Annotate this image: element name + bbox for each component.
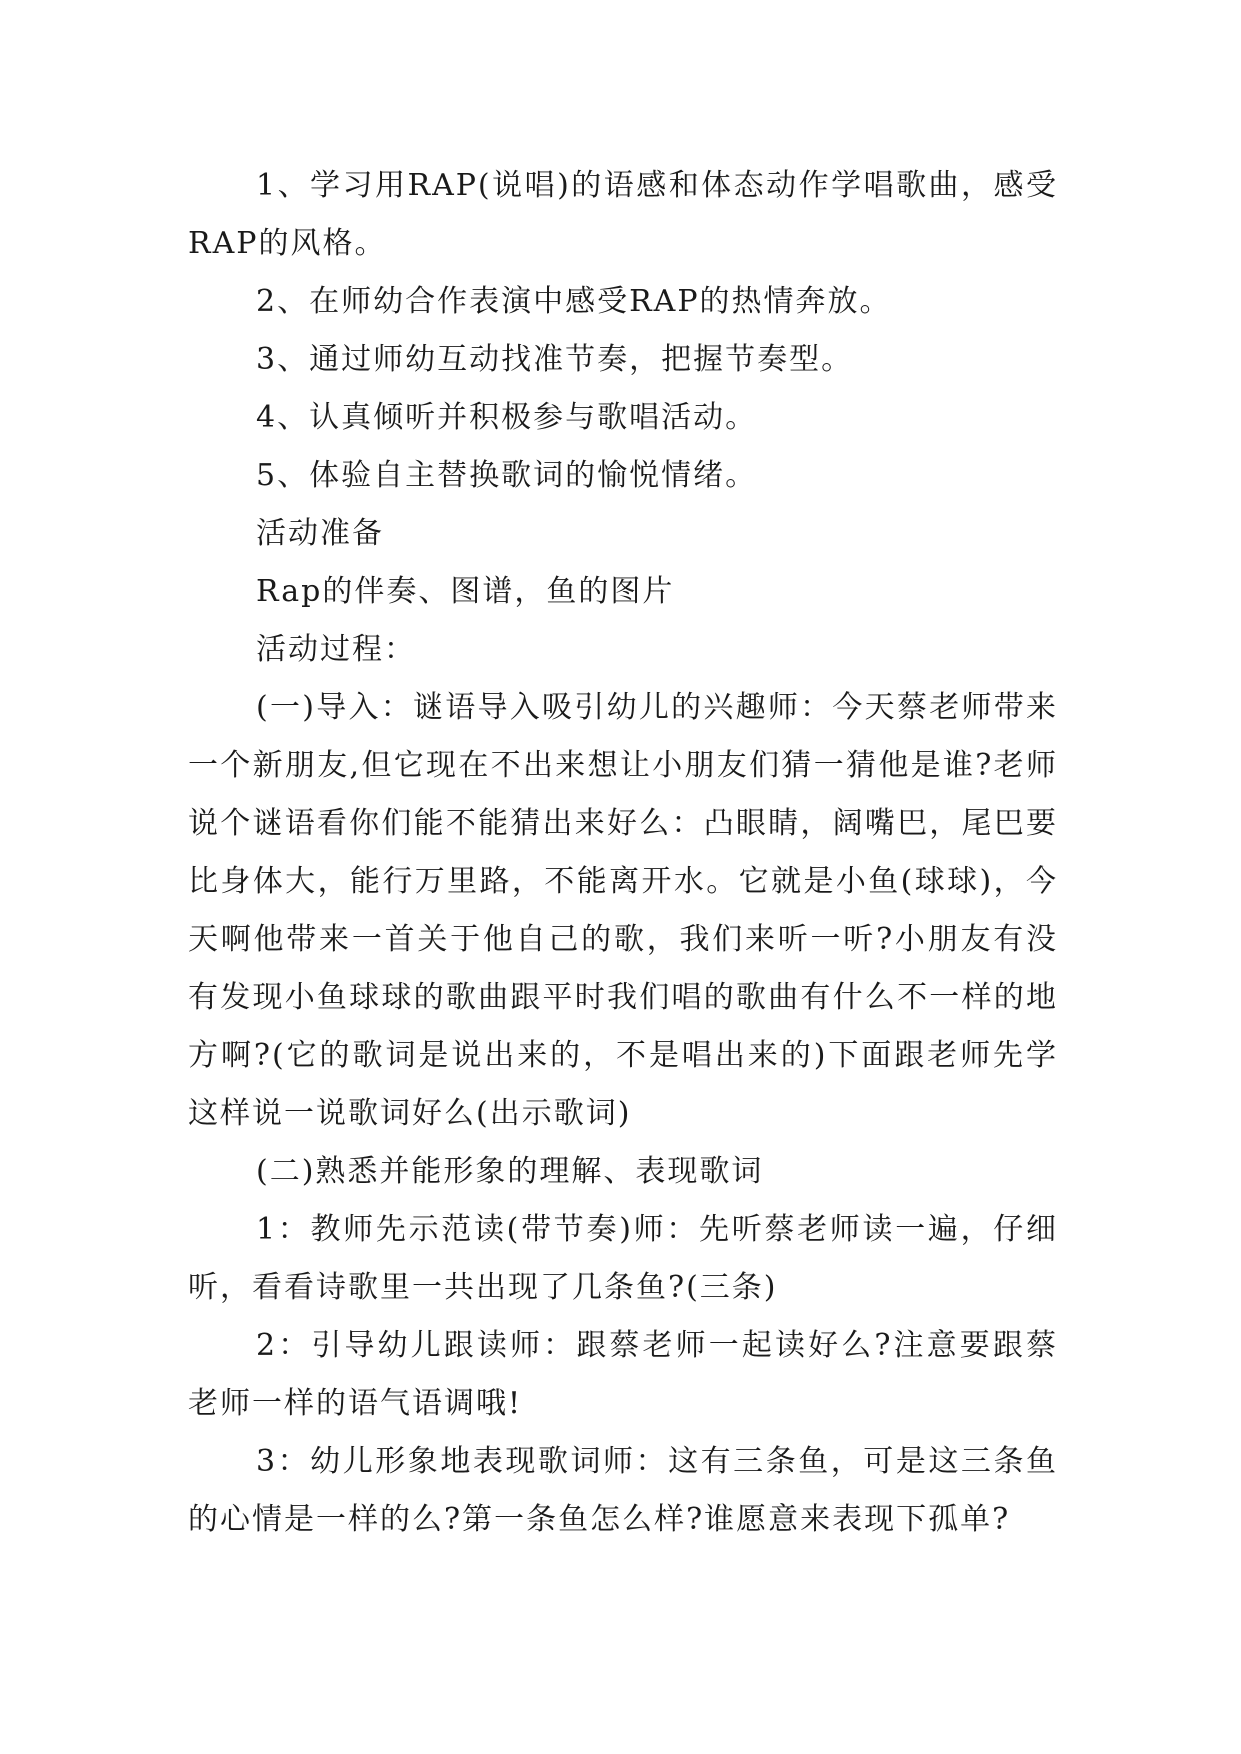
process-step-1: 1：教师先示范读(带节奏)师：先听蔡老师读一遍，仔细听，看看诗歌里一共出现了几条鱼?(三条) bbox=[188, 1212, 1058, 1305]
document-body bbox=[188, 157, 1058, 1549]
objective-1: 1、学习用RAP(说唱)的语感和体态动作学唱歌曲，感受RAP的风格。 bbox=[188, 168, 1058, 261]
section-heading-preparation: 活动准备 bbox=[256, 516, 384, 551]
process-step-2: 2：引导幼儿跟读师：跟蔡老师一起读好么?注意要跟蔡老师一样的语气语调哦! bbox=[188, 1328, 1058, 1421]
process-intro: (一)导入：谜语导入吸引幼儿的兴趣师：今天蔡老师带来一个新朋友,但它现在不出来想让小朋友们猜一猜他是谁?老师说个谜语看你们能不能猜出来好么：凸眼睛，阔嘴巴，尾巴要比身体大，能行万里路，不能离开水。它就是小鱼(球球)，今天啊他带来一首关于他自己的歌，我们来听一听?小朋友有没有发现小鱼球球的歌曲跟平时我们唱的歌曲有什么不一样的地方啊?(它的歌词是说出来的，不是唱出来的)下面跟老师先学这样说一说歌词好么(出示歌词) bbox=[188, 690, 1058, 1131]
objective-5: 5、体验自主替换歌词的愉悦情绪。 bbox=[256, 458, 758, 493]
process-step-3: 3：幼儿形象地表现歌词师：这有三条鱼，可是这三条鱼的心情是一样的么?第一条鱼怎么样?谁愿意来表现下孤单? bbox=[188, 1444, 1058, 1537]
process-part-2-heading: (二)熟悉并能形象的理解、表现歌词 bbox=[256, 1154, 764, 1189]
section-heading-process: 活动过程： bbox=[256, 632, 416, 667]
objective-2: 2、在师幼合作表演中感受RAP的热情奔放。 bbox=[256, 284, 892, 319]
objective-4: 4、认真倾听并积极参与歌唱活动。 bbox=[256, 400, 758, 435]
preparation-materials: Rap的伴奏、图谱，鱼的图片 bbox=[256, 574, 675, 609]
objective-3: 3、通过师幼互动找准节奏，把握节奏型。 bbox=[256, 342, 854, 377]
